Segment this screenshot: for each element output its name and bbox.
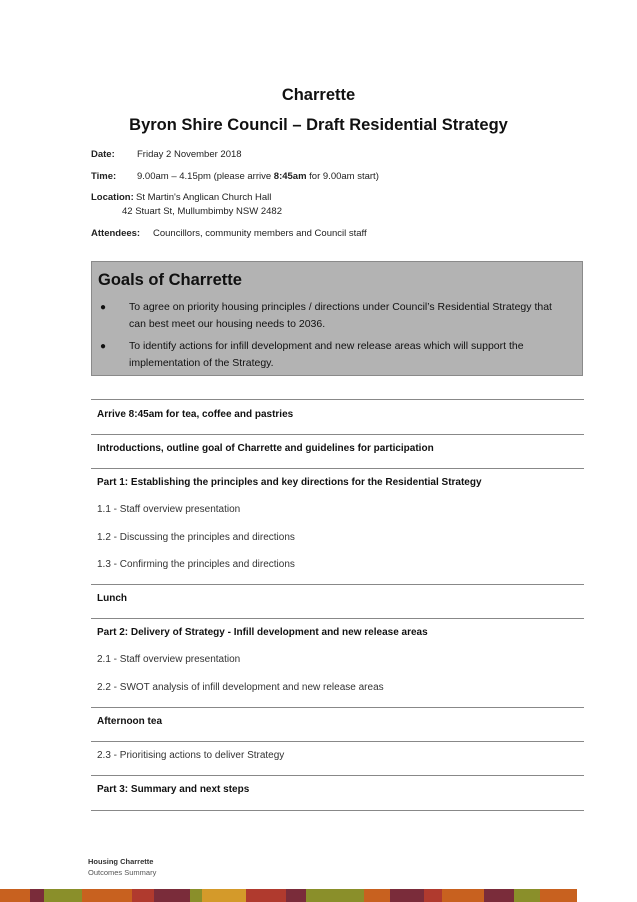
stripe-segment (484, 889, 514, 902)
agenda-row-intro (91, 435, 584, 469)
stripe-segment (154, 889, 190, 902)
agenda-item: Lunch (97, 593, 127, 604)
footer-title: Housing Charrette (88, 857, 154, 866)
stripe-segment (442, 889, 484, 902)
stripe-segment (306, 889, 364, 902)
bullet-icon: ● (100, 341, 107, 352)
agenda-row-part1 (91, 469, 584, 585)
time-value-text: 9.00am – 4.15pm (please arrive (137, 171, 274, 182)
agenda-item: Afternoon tea (97, 716, 162, 727)
stripe-segment (202, 889, 246, 902)
bullet-icon: ● (100, 302, 107, 313)
stripe-segment (514, 889, 540, 902)
goals-heading: Goals of Charrette (98, 271, 242, 289)
agenda-item: Introductions, outline goal of Charrette and guidelines for participation (97, 443, 434, 454)
goal-line: implementation of the Strategy. (129, 357, 274, 369)
stripe-segment (190, 889, 202, 902)
goal-text (129, 299, 569, 333)
agenda-section-title: Part 1: Establishing the principles and key directions for the Residential Strategy (97, 477, 482, 488)
agenda-table (91, 399, 584, 811)
location-line1: St Martin's Anglican Church Hall (136, 192, 272, 203)
agenda-row-afternoon-tea (91, 708, 584, 742)
time-value (137, 171, 379, 182)
stripe-segment (390, 889, 424, 902)
stripe-segment (286, 889, 306, 902)
agenda-subitem: 2.1 - Staff overview presentation (97, 654, 241, 665)
stripe-segment (82, 889, 132, 902)
location-row (91, 192, 282, 217)
date-label: Date: (91, 149, 115, 160)
time-label: Time: (91, 171, 117, 182)
stripe-segment (0, 889, 30, 902)
goal-text (129, 338, 569, 372)
agenda-section-title: Part 2: Delivery of Strategy - Infill development and new release areas (97, 627, 428, 638)
stripe-segment (364, 889, 390, 902)
agenda-item: 2.3 - Prioritising actions to deliver Strategy (97, 750, 285, 761)
agenda-subitem: 1.2 - Discussing the principles and directions (97, 532, 295, 543)
agenda-row-prioritising (91, 742, 584, 776)
location-label: Location: (91, 192, 134, 203)
goal-line: can best meet our housing needs to 2036. (129, 318, 326, 330)
stripe-segment (246, 889, 286, 902)
location-line2: 42 Stuart St, Mullumbimby NSW 2482 (122, 206, 282, 217)
agenda-subitem: 1.1 - Staff overview presentation (97, 504, 241, 515)
agenda-item: Arrive 8:45am for tea, coffee and pastries (97, 409, 294, 420)
agenda-subitem: 1.3 - Confirming the principles and directions (97, 559, 295, 570)
goal-line: To identify actions for infill development and new release areas which will support the (129, 340, 524, 352)
agenda-row-lunch (91, 585, 584, 619)
time-row (91, 171, 379, 182)
agenda-row-part3 (91, 776, 584, 811)
document-title: Charrette (281, 86, 356, 104)
time-value-emphasis: 8:45am (273, 171, 307, 182)
stripe-segment (540, 889, 577, 902)
attendees-row (91, 228, 367, 239)
agenda-row-part2 (91, 619, 584, 708)
date-value: Friday 2 November 2018 (137, 149, 242, 160)
goals-box (91, 261, 583, 376)
stripe-segment (132, 889, 154, 902)
agenda-row-arrive (91, 400, 584, 435)
document-subtitle: Byron Shire Council – Draft Residential Strategy (129, 116, 508, 134)
footer-subtitle: Outcomes Summary (88, 868, 157, 877)
attendees-value: Councillors, community members and Council staff (153, 228, 367, 239)
stripe-segment (424, 889, 442, 902)
decorative-color-stripe (0, 889, 637, 902)
date-row (91, 149, 242, 160)
stripe-segment (30, 889, 44, 902)
agenda-subitem: 2.2 - SWOT analysis of infill development and new release areas (97, 682, 384, 693)
stripe-segment (44, 889, 82, 902)
time-value-text-end: for 9.00am start) (306, 171, 379, 182)
agenda-section-title: Part 3: Summary and next steps (97, 784, 250, 795)
goal-line: To agree on priority housing principles / directions under Council’s Residential Strategy that (129, 301, 552, 313)
attendees-label: Attendees: (91, 228, 141, 239)
